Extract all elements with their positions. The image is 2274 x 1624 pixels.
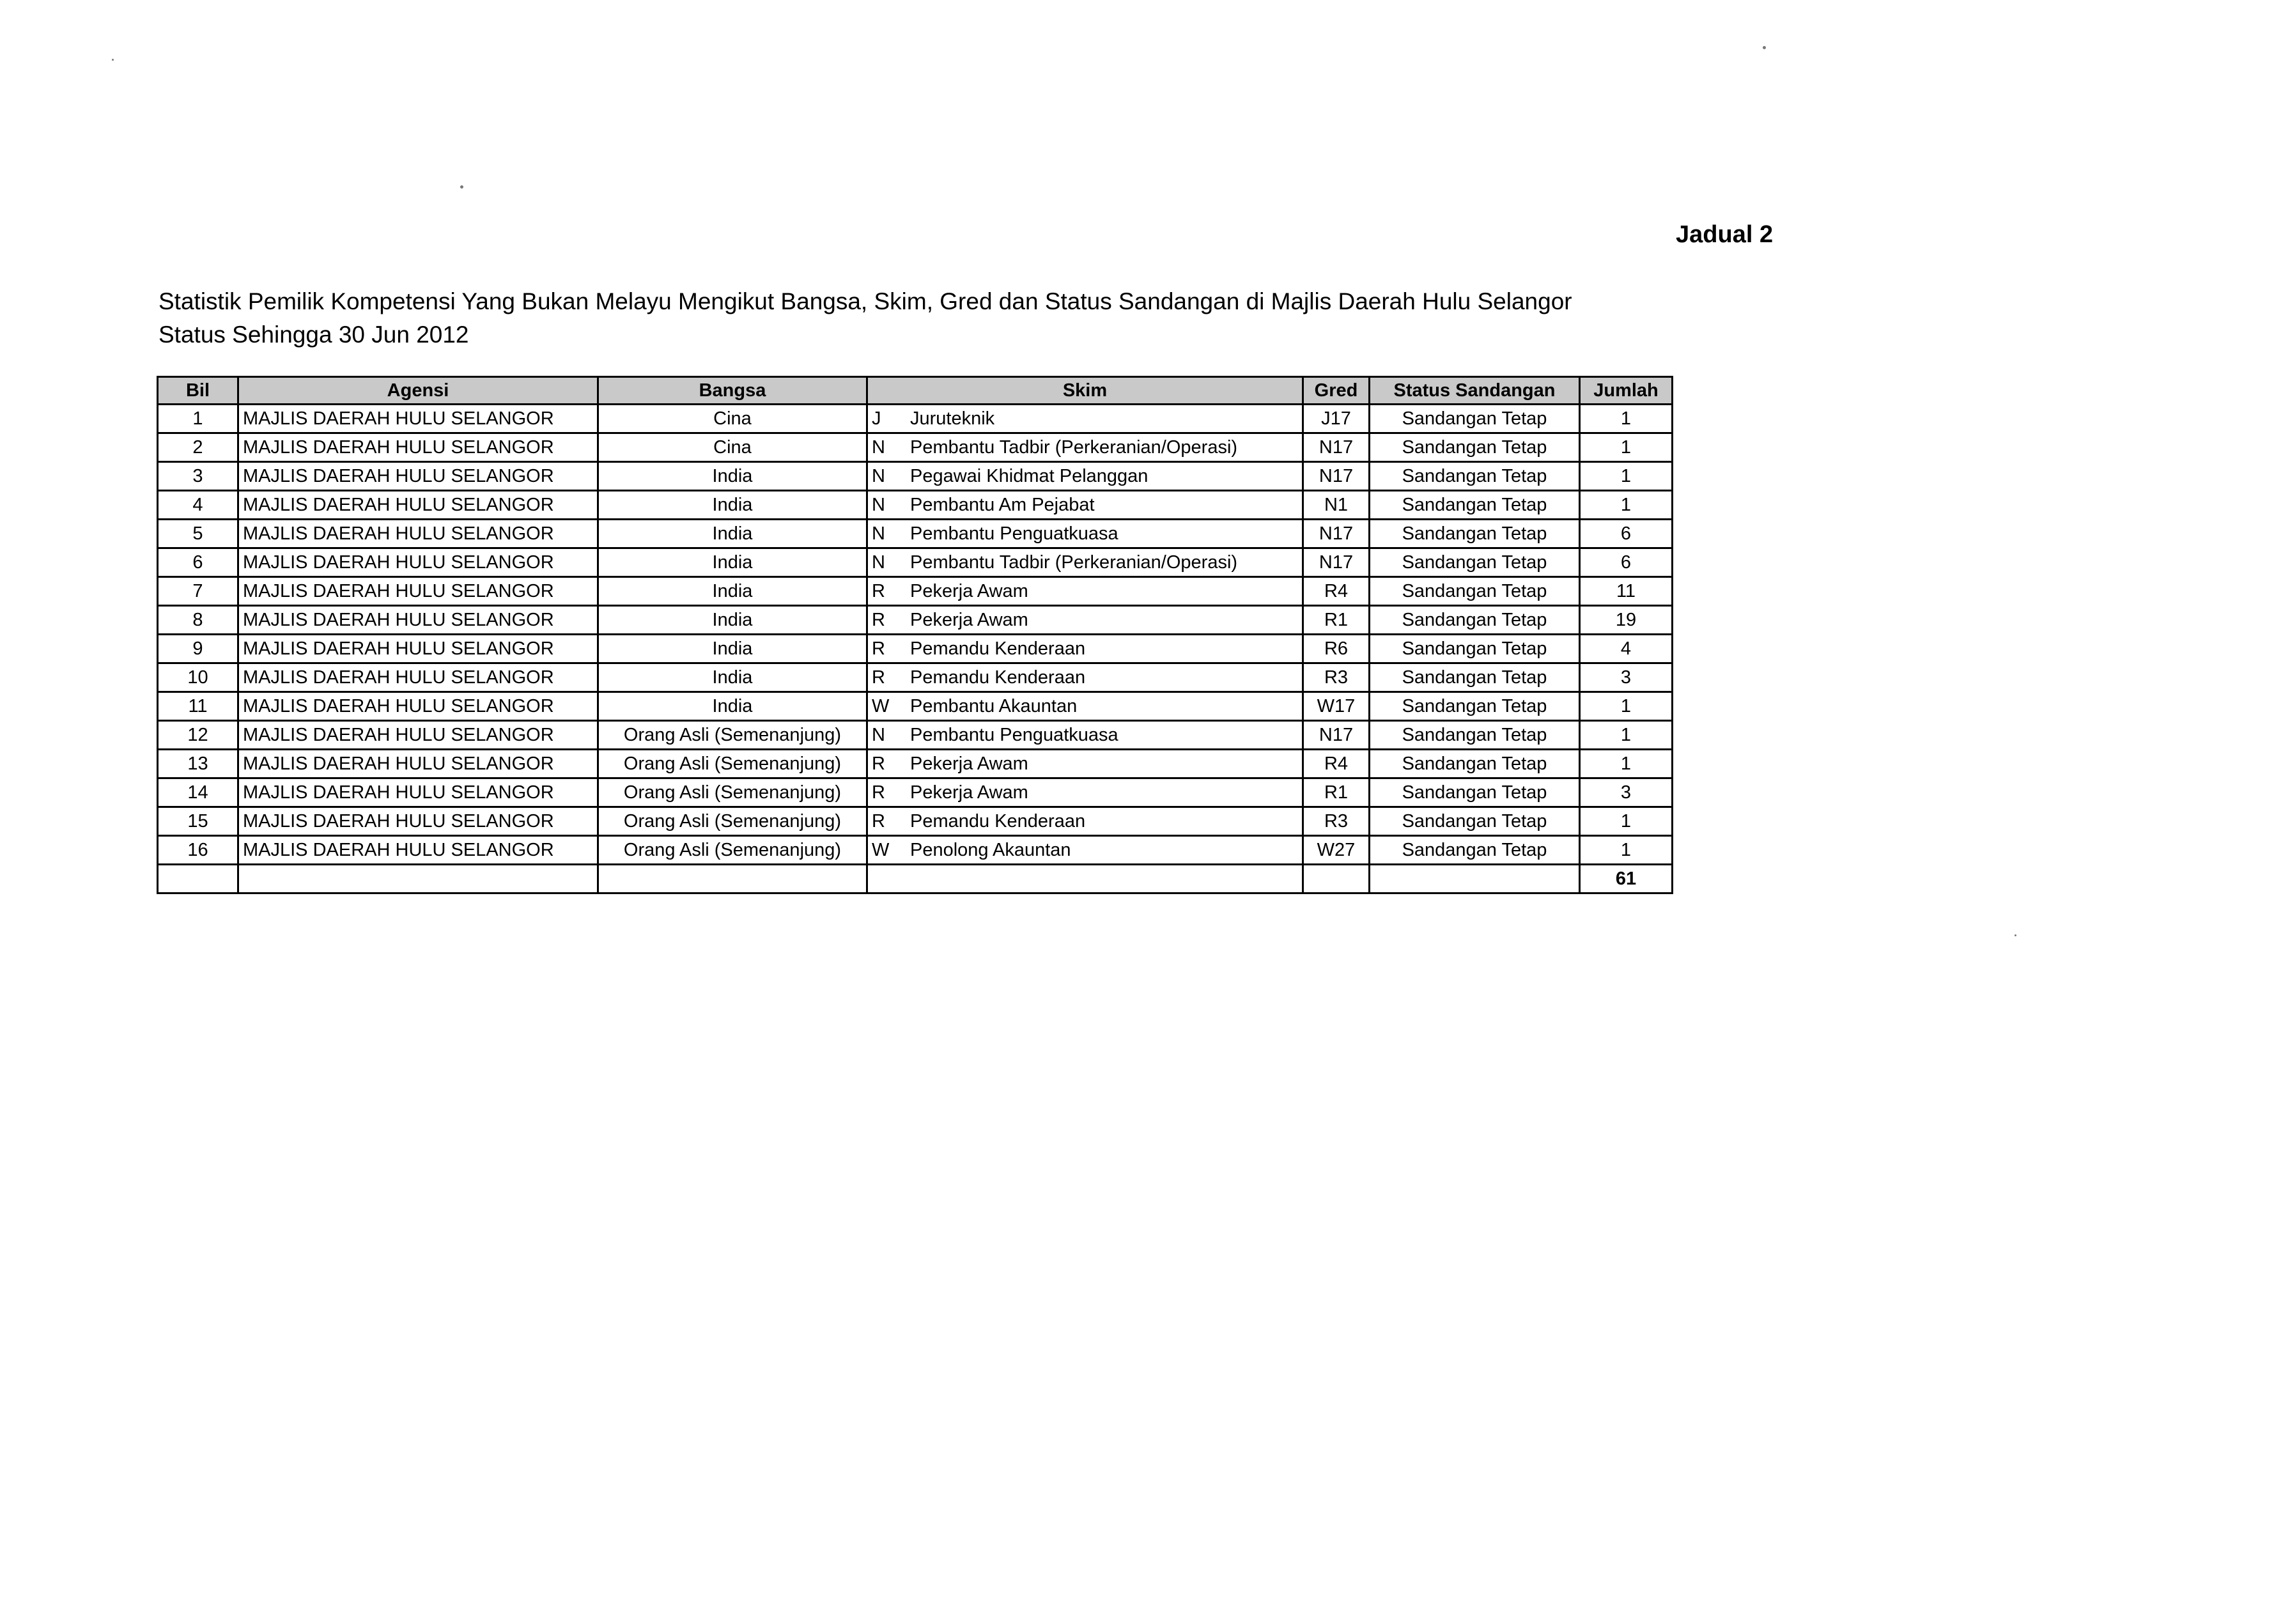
cell-skim xyxy=(867,692,1303,721)
table-body xyxy=(158,405,1673,865)
cell-gred: N17 xyxy=(1303,520,1370,548)
skim-name: Pekerja Awam xyxy=(910,782,1028,803)
cell-gred: N1 xyxy=(1303,491,1370,520)
cell-bil: 12 xyxy=(158,721,238,750)
cell-bil: 8 xyxy=(158,606,238,635)
skim-name: Pemandu Kenderaan xyxy=(910,638,1086,659)
cell-bil: 11 xyxy=(158,692,238,721)
cell-gred: W27 xyxy=(1303,836,1370,865)
total-empty-cell xyxy=(1303,865,1370,893)
cell-gred: J17 xyxy=(1303,405,1370,433)
header-bangsa: Bangsa xyxy=(598,377,867,405)
skim-code: N xyxy=(872,494,885,515)
cell-status-sandangan: Sandangan Tetap xyxy=(1370,635,1580,663)
cell-status-sandangan: Sandangan Tetap xyxy=(1370,548,1580,577)
skim-code: N xyxy=(872,523,885,544)
cell-bil: 16 xyxy=(158,836,238,865)
cell-status-sandangan: Sandangan Tetap xyxy=(1370,520,1580,548)
cell-bangsa: Orang Asli (Semenanjung) xyxy=(598,778,867,807)
cell-status-sandangan: Sandangan Tetap xyxy=(1370,807,1580,836)
cell-status-sandangan: Sandangan Tetap xyxy=(1370,606,1580,635)
skim-name: Pegawai Khidmat Pelanggan xyxy=(910,465,1149,486)
total-empty-cell xyxy=(598,865,867,893)
cell-skim xyxy=(867,606,1303,635)
cell-jumlah: 1 xyxy=(1580,433,1673,462)
cell-skim xyxy=(867,462,1303,491)
skim-name: Juruteknik xyxy=(910,408,995,429)
cell-status-sandangan: Sandangan Tetap xyxy=(1370,721,1580,750)
cell-agensi: MAJLIS DAERAH HULU SELANGOR xyxy=(238,635,598,663)
cell-bil: 3 xyxy=(158,462,238,491)
skim-name: Pembantu Am Pejabat xyxy=(910,494,1095,515)
skim-name: Pembantu Penguatkuasa xyxy=(910,724,1118,745)
cell-status-sandangan: Sandangan Tetap xyxy=(1370,750,1580,778)
table-row xyxy=(158,462,1673,491)
cell-jumlah: 11 xyxy=(1580,577,1673,606)
cell-jumlah: 1 xyxy=(1580,807,1673,836)
cell-agensi: MAJLIS DAERAH HULU SELANGOR xyxy=(238,491,598,520)
cell-jumlah: 1 xyxy=(1580,462,1673,491)
cell-bangsa: India xyxy=(598,491,867,520)
cell-jumlah: 1 xyxy=(1580,692,1673,721)
cell-agensi: MAJLIS DAERAH HULU SELANGOR xyxy=(238,836,598,865)
table-row xyxy=(158,405,1673,433)
skim-name: Pembantu Akauntan xyxy=(910,695,1078,716)
table-row xyxy=(158,721,1673,750)
total-empty-cell xyxy=(1370,865,1580,893)
table-row xyxy=(158,750,1673,778)
cell-skim xyxy=(867,433,1303,462)
total-empty-cell xyxy=(238,865,598,893)
cell-agensi: MAJLIS DAERAH HULU SELANGOR xyxy=(238,721,598,750)
skim-code: R xyxy=(872,580,885,601)
cell-bil: 1 xyxy=(158,405,238,433)
cell-skim xyxy=(867,778,1303,807)
cell-skim xyxy=(867,750,1303,778)
skim-code: N xyxy=(872,724,885,745)
cell-bil: 14 xyxy=(158,778,238,807)
table-row xyxy=(158,433,1673,462)
cell-jumlah: 4 xyxy=(1580,635,1673,663)
skim-code: J xyxy=(872,408,881,429)
cell-jumlah: 1 xyxy=(1580,836,1673,865)
skim-name: Pembantu Penguatkuasa xyxy=(910,523,1118,544)
table-row xyxy=(158,807,1673,836)
document-title xyxy=(159,285,1572,352)
skim-code: N xyxy=(872,552,885,573)
cell-bil: 15 xyxy=(158,807,238,836)
cell-bangsa: India xyxy=(598,635,867,663)
cell-status-sandangan: Sandangan Tetap xyxy=(1370,405,1580,433)
cell-jumlah: 1 xyxy=(1580,405,1673,433)
cell-bil: 10 xyxy=(158,663,238,692)
cell-agensi: MAJLIS DAERAH HULU SELANGOR xyxy=(238,548,598,577)
cell-status-sandangan: Sandangan Tetap xyxy=(1370,663,1580,692)
table-row xyxy=(158,663,1673,692)
cell-skim xyxy=(867,836,1303,865)
cell-agensi: MAJLIS DAERAH HULU SELANGOR xyxy=(238,520,598,548)
cell-skim xyxy=(867,663,1303,692)
cell-gred: R3 xyxy=(1303,663,1370,692)
cell-gred: R4 xyxy=(1303,577,1370,606)
skim-code: R xyxy=(872,667,885,688)
cell-agensi: MAJLIS DAERAH HULU SELANGOR xyxy=(238,606,598,635)
cell-bil: 2 xyxy=(158,433,238,462)
cell-gred: R6 xyxy=(1303,635,1370,663)
table-row xyxy=(158,491,1673,520)
cell-skim xyxy=(867,635,1303,663)
skim-name: Pemandu Kenderaan xyxy=(910,810,1086,831)
statistics-table xyxy=(157,376,1673,894)
cell-jumlah: 3 xyxy=(1580,663,1673,692)
cell-agensi: MAJLIS DAERAH HULU SELANGOR xyxy=(238,462,598,491)
cell-gred: R4 xyxy=(1303,750,1370,778)
title-line-1: Statistik Pemilik Kompetensi Yang Bukan Melayu Mengikut Bangsa, Skim, Gred dan Status Sandangan di Majlis Daerah Hulu Selangor xyxy=(159,288,1572,314)
cell-agensi: MAJLIS DAERAH HULU SELANGOR xyxy=(238,405,598,433)
cell-skim xyxy=(867,405,1303,433)
cell-bangsa: India xyxy=(598,692,867,721)
cell-bil: 5 xyxy=(158,520,238,548)
skim-name: Penolong Akauntan xyxy=(910,839,1071,860)
cell-skim xyxy=(867,807,1303,836)
cell-gred: N17 xyxy=(1303,462,1370,491)
skim-name: Pembantu Tadbir (Perkeranian/Operasi) xyxy=(910,437,1238,458)
total-row xyxy=(158,865,1673,893)
cell-agensi: MAJLIS DAERAH HULU SELANGOR xyxy=(238,577,598,606)
table-row xyxy=(158,778,1673,807)
cell-jumlah: 19 xyxy=(1580,606,1673,635)
skim-code: W xyxy=(872,695,890,716)
table-label: Jadual 2 xyxy=(1676,221,1774,248)
table-row xyxy=(158,836,1673,865)
cell-jumlah: 3 xyxy=(1580,778,1673,807)
cell-bil: 4 xyxy=(158,491,238,520)
cell-bangsa: Cina xyxy=(598,405,867,433)
skim-code: R xyxy=(872,609,885,630)
skim-code: N xyxy=(872,437,885,458)
skim-name: Pembantu Tadbir (Perkeranian/Operasi) xyxy=(910,552,1238,573)
table-row xyxy=(158,606,1673,635)
cell-bangsa: India xyxy=(598,462,867,491)
cell-bangsa: India xyxy=(598,606,867,635)
cell-jumlah: 6 xyxy=(1580,520,1673,548)
header-agensi: Agensi xyxy=(238,377,598,405)
skim-code: R xyxy=(872,753,885,774)
cell-agensi: MAJLIS DAERAH HULU SELANGOR xyxy=(238,750,598,778)
skim-code: R xyxy=(872,810,885,831)
cell-status-sandangan: Sandangan Tetap xyxy=(1370,778,1580,807)
skim-name: Pekerja Awam xyxy=(910,609,1028,630)
cell-agensi: MAJLIS DAERAH HULU SELANGOR xyxy=(238,692,598,721)
header-skim: Skim xyxy=(867,377,1303,405)
cell-bangsa: Orang Asli (Semenanjung) xyxy=(598,836,867,865)
cell-bangsa: India xyxy=(598,520,867,548)
cell-status-sandangan: Sandangan Tetap xyxy=(1370,577,1580,606)
cell-bangsa: Orang Asli (Semenanjung) xyxy=(598,721,867,750)
cell-status-sandangan: Sandangan Tetap xyxy=(1370,433,1580,462)
skim-code: N xyxy=(872,465,885,486)
cell-skim xyxy=(867,577,1303,606)
cell-status-sandangan: Sandangan Tetap xyxy=(1370,836,1580,865)
skim-name: Pekerja Awam xyxy=(910,580,1028,601)
cell-jumlah: 1 xyxy=(1580,721,1673,750)
cell-bangsa: Orang Asli (Semenanjung) xyxy=(598,807,867,836)
cell-bil: 9 xyxy=(158,635,238,663)
header-gred: Gred xyxy=(1303,377,1370,405)
cell-bangsa: Orang Asli (Semenanjung) xyxy=(598,750,867,778)
cell-gred: W17 xyxy=(1303,692,1370,721)
title-line-2: Status Sehingga 30 Jun 2012 xyxy=(159,321,469,348)
total-empty-cell xyxy=(867,865,1303,893)
skim-code: R xyxy=(872,638,885,659)
scan-speck xyxy=(460,185,463,189)
cell-status-sandangan: Sandangan Tetap xyxy=(1370,491,1580,520)
cell-agensi: MAJLIS DAERAH HULU SELANGOR xyxy=(238,807,598,836)
header-bil: Bil xyxy=(158,377,238,405)
skim-name: Pemandu Kenderaan xyxy=(910,667,1086,688)
total-empty-cell xyxy=(158,865,238,893)
table-row xyxy=(158,635,1673,663)
skim-code: R xyxy=(872,782,885,803)
table-row xyxy=(158,577,1673,606)
cell-bil: 7 xyxy=(158,577,238,606)
cell-bangsa: Cina xyxy=(598,433,867,462)
cell-bangsa: India xyxy=(598,577,867,606)
cell-agensi: MAJLIS DAERAH HULU SELANGOR xyxy=(238,433,598,462)
cell-gred: R1 xyxy=(1303,606,1370,635)
table-row xyxy=(158,692,1673,721)
cell-gred: R3 xyxy=(1303,807,1370,836)
cell-gred: R1 xyxy=(1303,778,1370,807)
cell-skim xyxy=(867,491,1303,520)
cell-status-sandangan: Sandangan Tetap xyxy=(1370,692,1580,721)
table-row xyxy=(158,548,1673,577)
cell-skim xyxy=(867,520,1303,548)
cell-skim xyxy=(867,548,1303,577)
cell-jumlah: 1 xyxy=(1580,750,1673,778)
cell-bil: 6 xyxy=(158,548,238,577)
cell-gred: N17 xyxy=(1303,548,1370,577)
cell-jumlah: 6 xyxy=(1580,548,1673,577)
cell-skim xyxy=(867,721,1303,750)
cell-gred: N17 xyxy=(1303,433,1370,462)
header-jumlah: Jumlah xyxy=(1580,377,1673,405)
cell-bangsa: India xyxy=(598,663,867,692)
cell-agensi: MAJLIS DAERAH HULU SELANGOR xyxy=(238,663,598,692)
total-jumlah: 61 xyxy=(1580,865,1673,893)
skim-code: W xyxy=(872,839,890,860)
cell-agensi: MAJLIS DAERAH HULU SELANGOR xyxy=(238,778,598,807)
cell-status-sandangan: Sandangan Tetap xyxy=(1370,462,1580,491)
header-status-sandangan: Status Sandangan xyxy=(1370,377,1580,405)
cell-gred: N17 xyxy=(1303,721,1370,750)
scan-speck xyxy=(1763,46,1766,49)
cell-bil: 13 xyxy=(158,750,238,778)
cell-jumlah: 1 xyxy=(1580,491,1673,520)
scan-speck xyxy=(2015,934,2016,936)
header-row xyxy=(158,377,1673,405)
scan-speck xyxy=(112,59,114,61)
cell-bangsa: India xyxy=(598,548,867,577)
table-row xyxy=(158,520,1673,548)
skim-name: Pekerja Awam xyxy=(910,753,1028,774)
